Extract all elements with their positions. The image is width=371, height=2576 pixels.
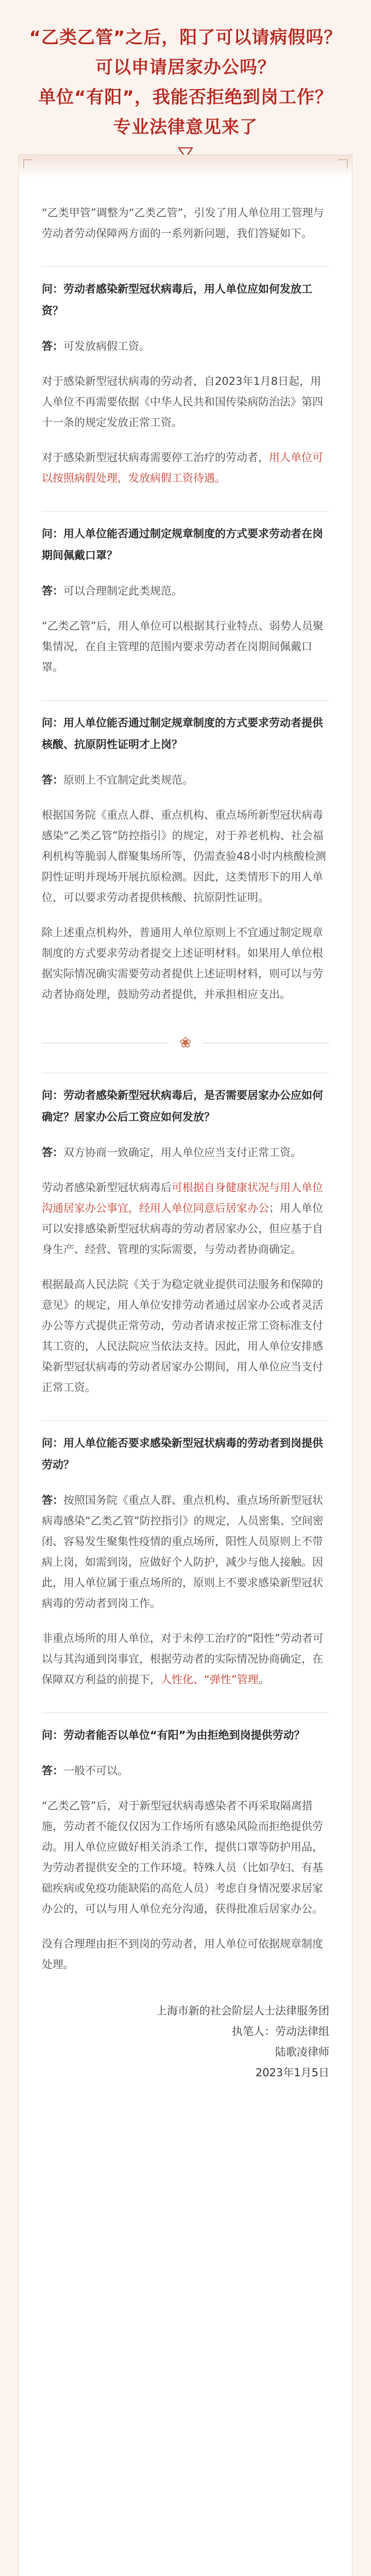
- signature-author: 执笔人：劳动法律组: [232, 2025, 329, 2038]
- question-5: 问：用人单位能否要求感染新型冠状病毒的劳动者到岗提供劳动？: [42, 1420, 329, 1476]
- flower-ornament-icon: ❀: [179, 1034, 192, 1051]
- answer-6: [42, 1760, 329, 1781]
- answer-4-text: 双方协商一致确定，用人单位应当支付正常工资。: [63, 1146, 301, 1159]
- content-card: [19, 155, 352, 2576]
- answer-1-text: 可发放病假工资。: [63, 340, 150, 352]
- answer-4-detail-2: 根据最高人民法院《关于为稳定就业提供司法服务和保障的意见》的规定，用人单位安排劳动者通过居家办公或者灵活办公等方式提供正常劳动，劳动者请求按正常工资标准支付其工资的，人民法院应当依法支持。因此，用人单位安排感染新型冠状病毒的劳动者居家办公期间，用人单位应当支付正常工资。: [42, 1278, 323, 1394]
- answer-text: 劳动者感染新型冠状病毒后: [42, 1181, 172, 1194]
- answer-3-detail-1: 根据国务院《重点人群、重点机构、重点场所新型冠状病毒感染“乙类乙管”防控指引》的规定，对于养老机构、社会福利机构等脆弱人群聚集场所等，仍需查验48小时内核酸检测阴性证明并现场开展抗原检测。因此，这类情形下的用人单位，可以要求劳动者提供核酸、抗原阴性证明。: [42, 809, 326, 904]
- answer-label: 答：: [42, 585, 63, 597]
- signature-org: 上海市新的社会阶层人士法律服务团: [156, 2005, 329, 2017]
- article-header: [0, 0, 371, 159]
- answer-5-text: 按照国务院《重点人群、重点机构、重点场所新型冠状病毒感染“乙类乙管”防控指引》的规定，人员密集、空间密闭、容易发生聚集性疫情的重点场所，阳性人员原则上不带病上岗，如需到岗，应做好个人防护，减少与他人接触。因此，用人单位属于重点场所的，原则上不要求感染新型冠状病毒的劳动者到岗工作。: [42, 1494, 324, 1609]
- header-title-line-2: 可以申请居家办公吗？: [95, 57, 276, 78]
- header-title-line-3: 单位“有阳”，我能否拒绝到岗工作？: [38, 87, 333, 108]
- question-4: 问：劳动者感染新型冠状病毒后，是否需要居家办公应如何确定？居家办公后工资应如何发放？: [42, 1073, 329, 1128]
- answer-text: 。: [258, 1673, 269, 1686]
- answer-6-detail-2: 没有合理理由拒不到岗的劳动者，用人单位可依据规章制度处理。: [42, 1938, 323, 1971]
- card-top-band: [19, 155, 352, 179]
- corner-ornament-icon: [23, 159, 32, 168]
- question-3: 问：用人单位能否通过制定规章制度的方式要求劳动者提供核酸、抗原阴性证明才上岗？: [42, 700, 329, 755]
- answer-label: 答：: [42, 1146, 63, 1159]
- answer-5-detail-1: [42, 1628, 329, 1690]
- answer-text: 对于感染新型冠状病毒需要停工治疗的劳动者，: [42, 451, 269, 464]
- highlight-text: 用人单位可以按照病假处理，发放病假工资待遇。: [42, 451, 323, 484]
- answer-3-detail-2: 除上述重点机构外，普通用人单位原则上不宜通过制定规章制度的方式要求劳动者提交上述证明材料。如果用人单位根据实际情况确实需要劳动者提供上述证明材料，则可以与劳动者协商处理，鼓励劳动者提供，并承担相应支出。: [42, 926, 323, 1001]
- answer-3-text: 原则上不宜制定此类规范。: [63, 774, 193, 786]
- answer-4: [42, 1142, 329, 1163]
- header-title-line-4: 专业法律意见来了: [113, 117, 258, 138]
- highlight-text: 人性化、“弹性”管理: [161, 1673, 259, 1686]
- signature-block: [42, 2001, 329, 2083]
- answer-3: [42, 770, 329, 790]
- header-title-line-1: “乙类乙管”之后，阳了可以请病假吗？: [29, 27, 342, 48]
- answer-2-text: 可以合理制定此类规范。: [63, 585, 182, 597]
- answer-label: 答：: [42, 1494, 63, 1506]
- answer-label: 答：: [42, 340, 63, 352]
- question-1: 问：劳动者感染新型冠状病毒后，用人单位应如何发放工资？: [42, 266, 329, 321]
- signature-date: 2023年1月5日: [255, 2066, 329, 2079]
- answer-6-detail-1: “乙类乙管”后，对于新型冠状病毒感染者不再采取隔离措施，劳动者不能仅仅因为工作场所有感染风险而拒绝提供劳动。用人单位应做好相关消杀工作，提供口罩等防护用品，为劳动者提供安全的工作环境。特殊人员（比如孕妇、有基础疾病或免疫功能缺陷的高危人员）考虑自身情况要求居家办公的，可以与用人单位充分沟通，获得批准后居家办公。: [42, 1800, 323, 1915]
- corner-ornament-icon: [339, 159, 348, 168]
- highlight-text: 可根据自身健康状况与用人单位沟通居家办公事宜，经用人单位同意后居家办公: [42, 1181, 323, 1214]
- answer-1-detail-2: [42, 447, 329, 488]
- card-body: [19, 202, 352, 2083]
- answer-1-detail-1: 对于感染新型冠状病毒的劳动者，自2023年1月8日起，用人单位不再需要依据《中华人民共和国传染病防治法》第四十一条的规定发放正常工资。: [42, 375, 323, 429]
- answer-text: 非重点场所的用人单位，对于未停工治疗的“阳性”劳动者可以与其沟通到岗事宜，根据劳动者的实际情况协商确定，在保障双方利益的前提下，: [42, 1632, 324, 1686]
- answer-label: 答：: [42, 1765, 63, 1777]
- answer-4-detail-1: [42, 1177, 329, 1260]
- answer-6-text: 一般不可以。: [63, 1765, 128, 1777]
- question-2: 问：用人单位能否通过制定规章制度的方式要求劳动者在岗期间佩戴口罩？: [42, 511, 329, 566]
- intro-paragraph: “乙类甲管”调整为“乙类乙管”，引发了用人单位用工管理与劳动者劳动保障两方面的一系列新问题，我们答疑如下。: [42, 207, 324, 240]
- section-divider: [42, 1036, 329, 1050]
- answer-text: ；用人单位可以安排感染新型冠状病毒的劳动者居家办公，但应基于自身生产、经营、管理的实际需要，与劳动者协商确定。: [42, 1202, 323, 1256]
- answer-label: 答：: [42, 774, 63, 786]
- answer-5: [42, 1490, 329, 1614]
- answer-1: [42, 336, 329, 357]
- answer-2: [42, 581, 329, 601]
- question-6: 问：劳动者能否以单位“有阳”为由拒绝到岗提供劳动？: [42, 1713, 329, 1746]
- signature-author-2: 陆歌凌律师: [275, 2046, 329, 2058]
- answer-2-detail-1: “乙类乙管”后，用人单位可以根据其行业特点、弱势人员聚集情况，在自主管理的范围内要求劳动者在岗期间佩戴口罩。: [42, 620, 324, 673]
